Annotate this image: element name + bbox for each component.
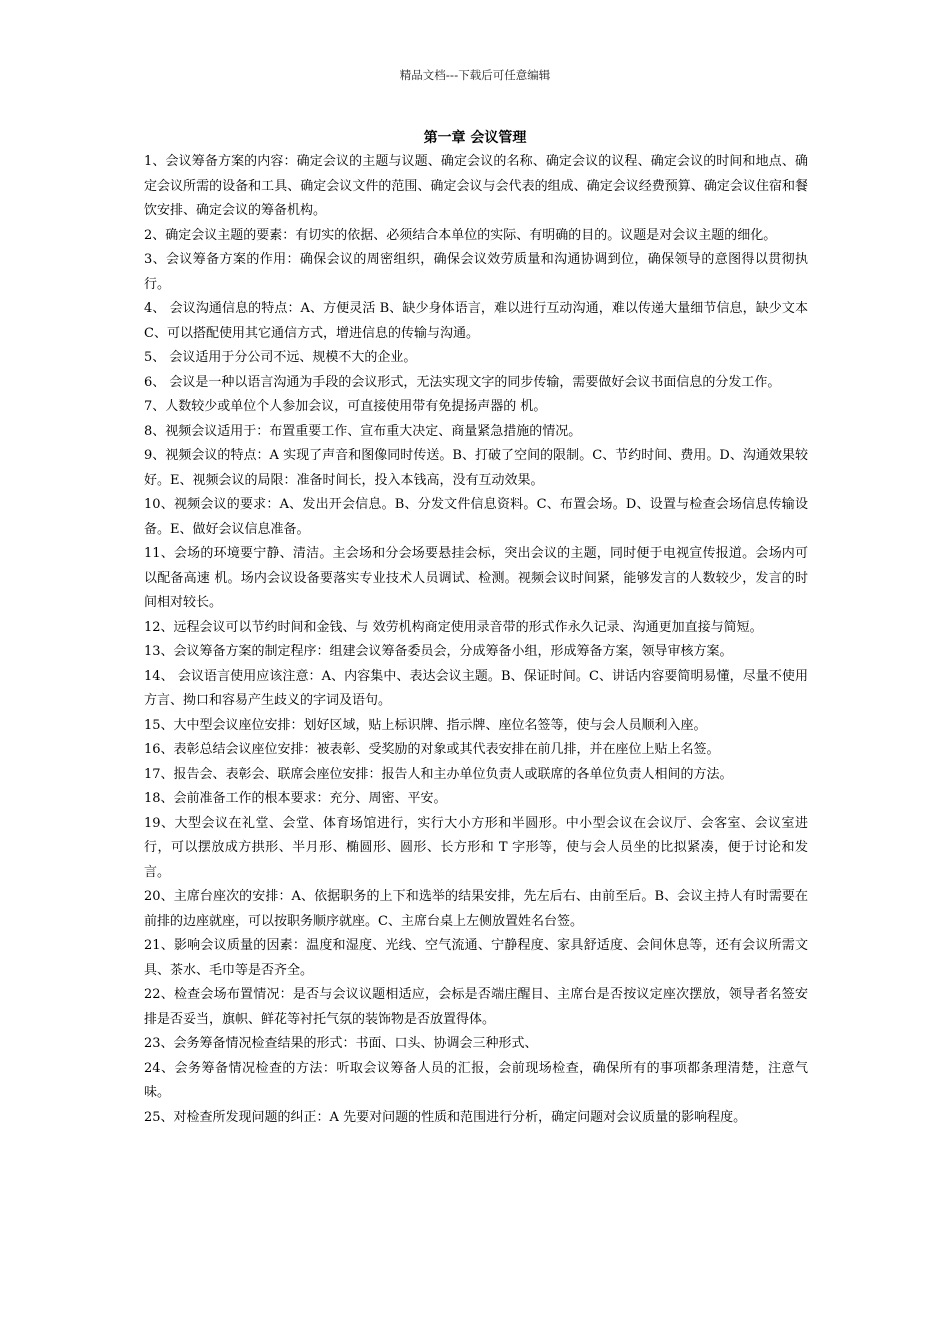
paragraph-16: 16、表彰总结会议座位安排：被表彰、受奖励的对象或其代表安排在前几排，并在座位上贴上名签。 bbox=[144, 742, 720, 757]
paragraph-10: 10、视频会议的要求：A、发出开会信息。B、分发文件信息资料。C、布置会场。D、设置与检查会场信息传输设备。E、做好会议信息准备。 bbox=[144, 497, 808, 537]
chapter-title: 第一章 会议管理 bbox=[423, 130, 527, 146]
paragraph-15: 15、大中型会议座位安排：划好区域，贴上标识牌、指示牌、座位名签等，使与会人员顺利入座。 bbox=[144, 717, 707, 733]
document-body bbox=[144, 150, 808, 1130]
paragraph-8: 8、视频会议适用于：布置重要工作、宣布重大决定、商量紧急措施的情况。 bbox=[144, 423, 582, 439]
paragraph-13: 13、会议筹备方案的制定程序：组建会议筹备委员会，分成筹备小组，形成筹备方案，领导审核方案。 bbox=[144, 644, 733, 659]
paragraph-1: 1、会议筹备方案的内容：确定会议的主题与议题、确定会议的名称、确定会议的议程、确定会议的时间和地点、确定会议所需的设备和工具、确定会议文件的范围、确定会议与会代表的组成、确定会议经费预算、确定会议住宿和餐饮安排、确定会议的筹备机构。 bbox=[144, 154, 808, 218]
paragraph-17: 17、报告会、表彰会、联席会座位安排：报告人和主办单位负责人或联席的各单位负责人相间的方法。 bbox=[144, 766, 733, 782]
paragraph-5: 5、 会议适用于分公司不远、规模不大的企业。 bbox=[144, 350, 417, 365]
paragraph-7: 7、人数较少或单位个人参加会议，可直接使用带有免提扬声器的 机。 bbox=[144, 399, 547, 414]
paragraph-23: 23、会务筹备情况检查结果的形式：书面、口头、协调会三种形式、 bbox=[144, 1036, 538, 1051]
paragraph-6: 6、 会议是一种以语言沟通为手段的会议形式，无法实现文字的同步传输，需要做好会议书面信息的分发工作。 bbox=[144, 374, 781, 390]
paragraph-12: 12、远程会议可以节约时间和金钱、与 效劳机构商定使用录音带的形式作永久记录、沟通更加直接与简短。 bbox=[144, 619, 763, 635]
paragraph-14: 14、 会议语言使用应该注意：A、内容集中、表达会议主题。B、保证时间。C、讲话内容要简明易懂，尽量不使用方言、拗口和容易产生歧义的字词及语句。 bbox=[144, 668, 808, 708]
paragraph-21: 21、影响会议质量的因素：温度和湿度、光线、空气流通、宁静程度、家具舒适度、会间休息等，还有会议所需文具、茶水、毛巾等是否齐全。 bbox=[144, 938, 808, 978]
paragraph-18: 18、会前准备工作的根本要求：充分、周密、平安。 bbox=[144, 791, 447, 806]
paragraph-20: 20、主席台座次的安排：A、依据职务的上下和选举的结果安排，先左后右、由前至后。B、会议主持人有时需要在前排的边座就座，可以按职务顺序就座。C、主席台桌上左侧放置姓名台签。 bbox=[144, 889, 808, 929]
paragraph-9: 9、视频会议的特点：A 实现了声音和图像同时传送。B、打破了空间的限制。C、节约时间、费用。D、沟通效果较好。E、视频会议的局限：准备时间长，投入本钱高，没有互动效果。 bbox=[144, 448, 808, 488]
paragraph-4: 4、 会议沟通信息的特点：A、方便灵活 B、缺少身体语言，难以进行互动沟通，难以传递大量细节信息，缺少文本 C、可以搭配使用其它通信方式，增进信息的传输与沟通。 bbox=[144, 301, 808, 341]
paragraph-22: 22、检查会场布置情况：是否与会议议题相适应，会标是否端庄醒目、主席台是否按议定座次摆放，领导者名签安排是否妥当，旗帜、鲜花等衬托气氛的装饰物是否放置得体。 bbox=[144, 987, 808, 1027]
paragraph-25: 25、对检查所发现问题的纠正：A 先要对问题的性质和范围进行分析，确定问题对会议质量的影响程度。 bbox=[144, 1109, 747, 1125]
paragraph-11: 11、会场的环境要宁静、清洁。主会场和分会场要悬挂会标，突出会议的主题，同时便于电视宣传报道。会场内可以配备高速 机。场内会议设备要落实专业技术人员调试、检测。视频会议时间紧，能够发言的人数较少，发言的时间相对较长。 bbox=[144, 546, 808, 610]
paragraph-24: 24、会务筹备情况检查的方法：听取会议筹备人员的汇报，会前现场检查，确保所有的事项都条理清楚，注意气味。 bbox=[144, 1060, 808, 1100]
paragraph-3: 3、会议筹备方案的作用：确保会议的周密组织，确保会议效劳质量和沟通协调到位，确保领导的意图得以贯彻执行。 bbox=[144, 252, 808, 292]
page-header: 精品文档---下载后可任意编辑 bbox=[399, 68, 551, 82]
paragraph-19: 19、大型会议在礼堂、会堂、体育场馆进行，实行大小方形和半圆形。中小型会议在会议厅、会客室、会议室进行，可以摆放成方拱形、半月形、椭圆形、圆形、长方形和 T 字形等，使与会人员坐的比拟紧凑，便于讨论和发言。 bbox=[144, 815, 808, 880]
paragraph-2: 2、确定会议主题的要素：有切实的依据、必须结合本单位的实际、有明确的目的。议题是对会议主题的细化。 bbox=[144, 227, 777, 243]
